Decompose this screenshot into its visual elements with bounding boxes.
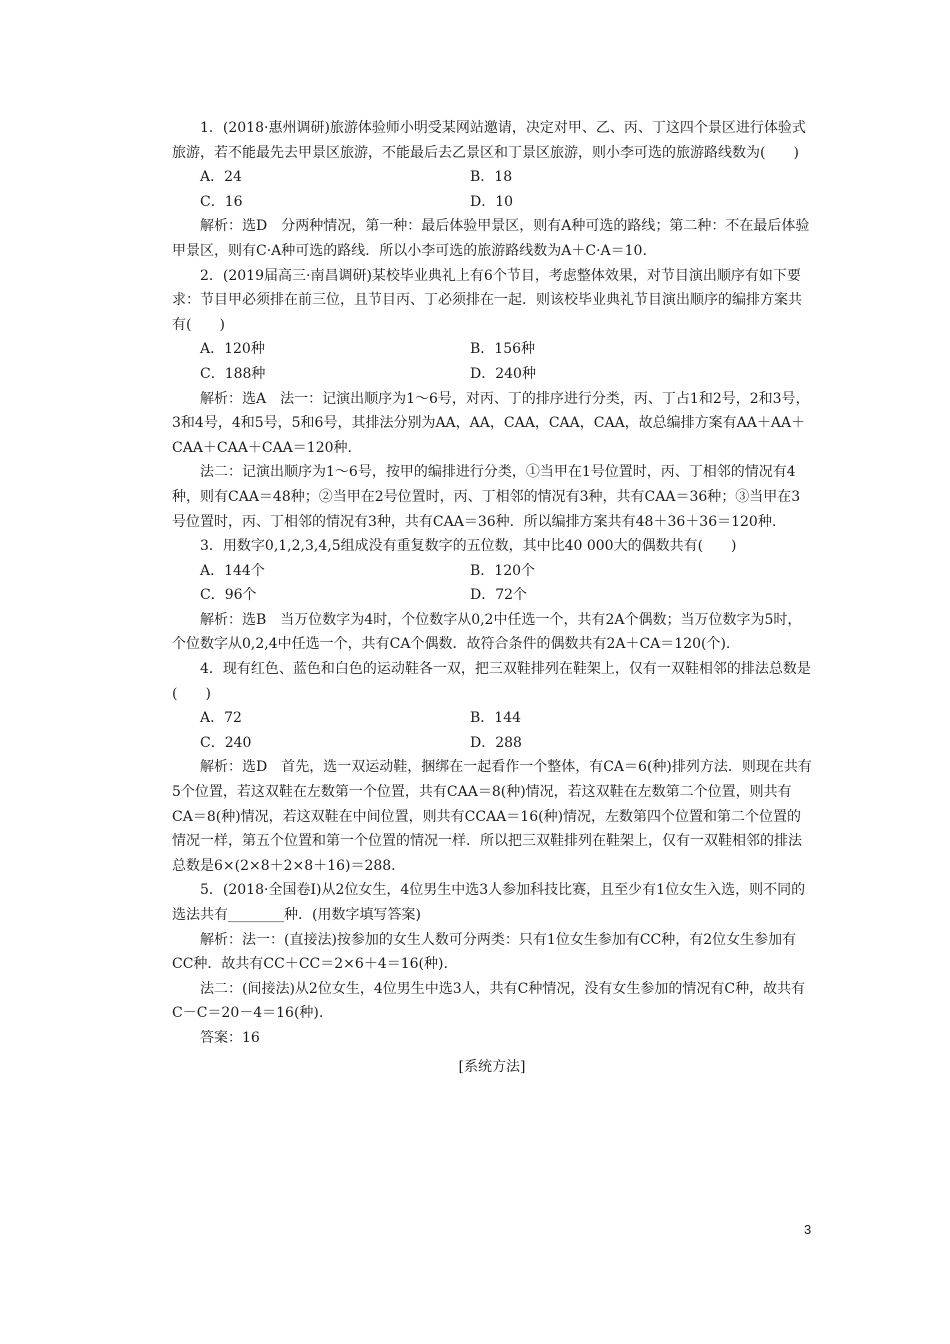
page-number: 3 [804,1222,812,1237]
option-a: A．144个 [200,562,265,579]
question-5-solution-method-2: 法二：(间接法)从2位女生，4位男生中选3人，共有C种情况，没有女生参加的情况有C种，故共有C－C＝20－4＝16(种). [172,980,806,1022]
option-b: B．120个 [470,562,536,579]
option-d: D．72个 [470,587,528,604]
question-2-text: 2．(2019届高三·南昌调研)某校毕业典礼上有6个节目，考虑整体效果，对节目演出顺序有如下要求：节目甲必须排在前三位，且节目丙、丁必须排在一起．则该校毕业典礼节目演出顺序的编排方案共有( ) [172,267,802,333]
option-b: B．144 [470,710,522,727]
section-title: [系统方法] [458,1058,526,1075]
option-c: C．16 [200,193,243,210]
question-2-options-row-2 [172,362,812,387]
option-d: D．240种 [470,365,536,382]
option-d: D．10 [470,193,514,210]
question-1-solution: 解析：选D 分两种情况，第一种：最后体验甲景区，则有A种可选的路线；第二种：不在最后体验甲景区，则有C·A种可选的路线．所以小李可选的旅游路线数为A＋C·A＝10. [172,218,810,259]
question-1-text: 1．(2018·惠州调研)旅游体验师小明受某网站邀请，决定对甲、乙、丙、丁这四个景区进行体验式旅游，若不能最先去甲景区旅游，不能最后去乙景区和丁景区旅游，则小李可选的旅游路线数为( ) [172,120,806,161]
question-5-text: 5．(2018·全国卷Ⅰ)从2位女生，4位男生中选3人参加科技比赛，且至少有1位女生入选，则不同的选法共有________种．(用数字填写答案) [172,882,806,923]
option-b: B．18 [470,169,513,186]
option-c: C．188种 [200,365,266,382]
option-c: C．96个 [200,587,257,604]
option-b: B．156种 [470,341,536,358]
page-content [172,116,812,1079]
question-3-solution: 解析：选B 当万位数字为4时，个位数字从0,2中任选一个，共有2A个偶数；当万位数字为5时，个位数字从0,2,4中任选一个，共有CA个偶数．故符合条件的偶数共有2A＋CA＝120(个). [172,611,802,653]
question-4-text: 4．现有红色、蓝色和白色的运动鞋各一双，把三双鞋排列在鞋架上，仅有一双鞋相邻的排法总数是( ) [172,661,811,702]
option-d: D．288 [470,734,522,751]
question-1-options-row-2 [172,190,812,215]
option-a: A．120种 [200,341,265,358]
question-5-answer: 答案：16 [200,1029,260,1046]
question-4-options-row-2 [172,731,812,756]
question-3-options-row-2 [172,583,812,608]
question-2-options-row-1 [172,337,812,362]
question-3-options-row-1 [172,559,812,584]
question-1-options-row-1 [172,165,812,190]
option-a: A．24 [200,169,242,186]
option-c: C．240 [200,734,252,751]
question-4-solution: 解析：选D 首先，选一双运动鞋，捆绑在一起看作一个整体，有CA＝6(种)排列方法．则现在共有5个位置，若这双鞋在左数第一个位置，共有CAA＝8(种)情况，若这双鞋在左数第二个位置，则共有CA＝8(种)情况，若这双鞋在中间位置，则共有CCAA＝16(种)情况，左数第四个位置和第二个位置的情况一样，第五个位置和第一个位置的情况一样．所以把三双鞋排列在鞋架上，仅有一双鞋相邻的排法总数是6×(2×8＋2×8＋16)＝288. [172,759,812,874]
question-2-solution-method-2: 法二：记演出顺序为1～6号，按甲的编排进行分类，①当甲在1号位置时，丙、丁相邻的情况有4种，则有CAA＝48种；②当甲在2号位置时，丙、丁相邻的情况有3种，共有CAA＝36种；③当甲在3号位置时，丙、丁相邻的情况有3种，共有CAA＝36种．所以编排方案共有48＋36＋36＝120种. [172,464,801,530]
question-2-solution-method-1: 解析：选A 法一：记演出顺序为1～6号，对丙、丁的排序进行分类，丙、丁占1和2号，2和3号，3和4号，4和5号，5和6号，其排法分别为AA，AA，CAA，CAA，CAA，故总编排方案有AA＋AA＋CAA＋CAA＋CAA＝120种. [172,390,810,456]
question-3-text: 3．用数字0,1,2,3,4,5组成没有重复数字的五位数，其中比40 000大的偶数共有( ) [200,538,737,555]
option-a: A．72 [200,710,242,727]
question-4-options-row-1 [172,706,812,731]
question-5-solution-method-1: 解析：法一：(直接法)按参加的女生人数可分两类：只有1位女生参加有CC种，有2位女生参加有CC种．故共有CC＋CC＝2×6＋4＝16(种). [172,931,797,973]
